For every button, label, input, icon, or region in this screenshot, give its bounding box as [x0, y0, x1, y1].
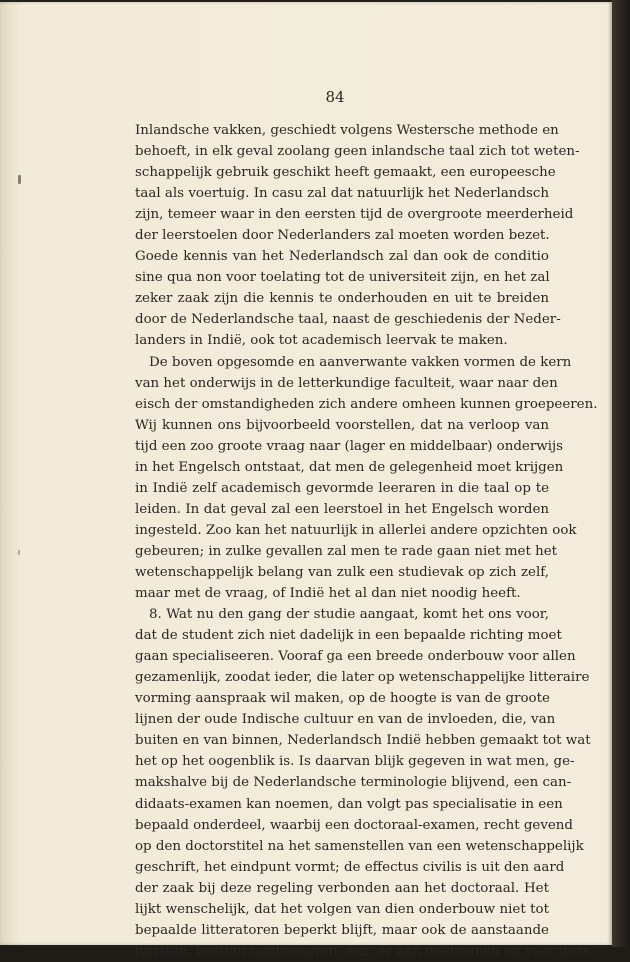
text-line: schappelijk gebruik geschikt heeft gemaakt, een europeesche: [135, 165, 556, 181]
text-line: landers in Indië, ook tot academisch leervak te maken.: [135, 333, 508, 349]
text-line: bepaald onderdeel, waarbij een doctoraal-examen, recht gevend: [135, 817, 574, 833]
text-line: wetenschappelijk belang van zulk een studievak op zich zelf,: [135, 564, 549, 580]
book-page: [0, 2, 612, 959]
text-line: tijd een zoo groote vraag naar (lager en middelbaar) onderwijs: [135, 438, 564, 454]
text-line: Goede kennis van het Nederlandsch zal dan ook de conditio: [135, 249, 549, 265]
text-line: De boven opgesomde en aanverwante vakken vormen de kern: [149, 354, 572, 370]
page-number: 84: [325, 88, 345, 106]
text-line: behoeft, in elk geval zoolang geen inlandsche taal zich tot weten-: [135, 144, 580, 160]
paragraph: [135, 120, 580, 352]
text-line: juristen, bestuursambtenaren, enz. er aan deelnemen en voor deze: [135, 943, 591, 959]
text-line: op den doctorstitel na het samenstellen van een wetenschappelijk: [135, 838, 584, 854]
text-line: didaats-examen kan noemen, dan volgt pas specialisatie in een: [135, 796, 563, 812]
text-line: makshalve bij de Nederlandsche terminologie blijvend, een can-: [135, 775, 572, 791]
text-line: Inlandsche vakken, geschiedt volgens Westersche methode en: [135, 123, 559, 138]
paragraph: [135, 604, 591, 962]
text-line: lijnen der oude Indische cultuur en van de invloeden, die, van: [135, 712, 556, 728]
text-line: gebeuren; in zulke gevallen zal men te rade gaan niet met het: [135, 543, 558, 559]
text-line: buiten en van binnen, Nederlandsch Indië hebben gemaakt tot wat: [135, 733, 591, 749]
text-line: vorming aanspraak wil maken, op de hoogte is van de groote: [135, 691, 550, 707]
text-line: gezamenlijk, zoodat ieder, die later op wetenschappelijke litteraire: [135, 670, 590, 686]
body-text: [135, 120, 598, 962]
text-line: geschrift, het eindpunt vormt; de effectus civilis is uit den aard: [135, 859, 565, 875]
text-line: maar met de vraag, of Indië het al dan niet noodig heeft.: [135, 586, 521, 602]
paragraph: [135, 352, 598, 605]
text-line: door de Nederlandsche taal, naast de geschiedenis der Neder-: [135, 312, 561, 328]
text-line: zijn, temeer waar in den eersten tijd de overgroote meerderheid: [135, 207, 574, 223]
text-line: bepaalde litteratoren beperkt blijft, maar ook de aanstaande: [135, 922, 549, 938]
text-line: sine qua non voor toelating tot de universiteit zijn, en het zal: [135, 270, 550, 286]
text-line: der zaak bij deze regeling verbonden aan het doctoraal. Het: [135, 880, 549, 896]
text-line: Wij kunnen ons bijvoorbeeld voorstellen, dat na verloop van: [135, 417, 549, 433]
text-line: het op het oogenblik is. Is daarvan blijk gegeven in wat men, ge-: [135, 754, 575, 770]
text-line: 8. Wat nu den gang der studie aangaat, komt het ons voor,: [149, 607, 549, 623]
text-line: leiden. In dat geval zal een leerstoel in het Engelsch worden: [135, 501, 549, 517]
text-line: in het Engelsch ontstaat, dat men de gelegenheid moet krijgen: [135, 459, 564, 475]
gutter-mark: [18, 550, 20, 555]
text-line: dat de student zich niet dadelijk in een bepaalde richting moet: [135, 628, 562, 644]
page-edge-shadow: [612, 0, 630, 947]
gutter-mark: [18, 175, 21, 184]
text-line: zeker zaak zijn die kennis te onderhouden en uit te breiden: [135, 291, 549, 307]
text-line: gaan specialiseeren. Vooraf ga een breede onderbouw voor allen: [135, 649, 576, 665]
text-line: lijkt wenschelijk, dat het volgen van dien onderbouw niet tot: [135, 901, 549, 917]
text-line: in Indië zelf academisch gevormde leeraren in die taal op te: [135, 480, 549, 496]
text-line: ingesteld. Zoo kan het natuurlijk in allerlei andere opzichten ook: [135, 522, 577, 538]
text-line: taal als voertuig. In casu zal dat natuurlijk het Nederlandsch: [135, 186, 549, 202]
text-line: eisch der omstandigheden zich andere omheen kunnen groepeeren.: [135, 396, 598, 412]
text-line: der leerstoelen door Nederlanders zal moeten worden bezet.: [135, 228, 550, 244]
text-line: van het onderwijs in de letterkundige faculteit, waar naar den: [135, 375, 558, 391]
